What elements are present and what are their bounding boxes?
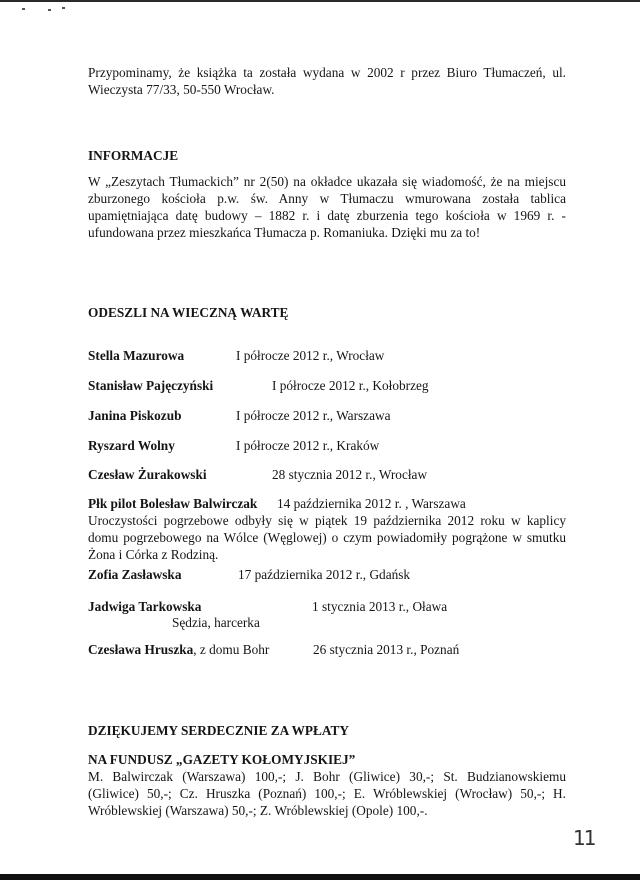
donations-heading: DZIĘKUJEMY SERDECZNIE ZA WPŁATY [88, 723, 349, 738]
scan-speck [22, 8, 25, 10]
info-heading: INFORMACJE [88, 148, 179, 163]
info-paragraph: W „Zeszytach Tłumackich” nr 2(50) na okładce ukazała się wiadomość, że na miejscu zburzonego kościoła p.w. św. Anny w Tłumaczu wmurowana została tablica upamiętniająca datę budowy – 1882 r. i datę zburzenia tego kościoła w 1969 r. - ufundowana przez mieszkańca Tłumacza p. Romaniuka. Dzięki mu za to! [88, 174, 566, 240]
reminder-paragraph: Przypominamy, że książka ta została wydana w 2002 r przez Biuro Tłumaczeń, ul. Wieczysta 77/33, 50-550 Wrocław. [88, 65, 566, 97]
obituary-role: Sędzia, harcerka [172, 615, 260, 630]
obituary-name: Jadwiga Tarkowska [88, 599, 202, 614]
obituary-name-suffix: , z domu Bohr [193, 642, 270, 657]
obituary-name: Płk pilot Bolesław Balwirczak [88, 496, 258, 511]
scan-speck [62, 7, 65, 9]
obituary-name: Stella Mazurowa [88, 348, 185, 363]
obituary-detail: I półrocze 2012 r., Kraków [236, 438, 380, 453]
obituary-name: Czesław Żurakowski [88, 467, 207, 482]
fund-heading: NA FUNDUSZ „GAZETY KOŁOMYJSKIEJ” [88, 752, 356, 767]
obituary-detail: I półrocze 2012 r., Warszawa [236, 408, 391, 423]
obituary-detail: I półrocze 2012 r., Kołobrzeg [272, 378, 429, 393]
obituary-detail: 14 października 2012 r. , Warszawa [277, 496, 466, 511]
donations-paragraph: M. Balwirczak (Warszawa) 100,-; J. Bohr (Gliwice) 30,-; St. Budzianowskiemu (Gliwice) 50,-; Cz. Hruszka (Poznań) 100,-; E. Wróblewskiej (Wrocław) 50,-; H. Wróblewskiej (Warszawa) 50,-; Z. Wróblewskiej (Opole) 100,-. [88, 769, 566, 818]
obituaries-heading: ODESZLI NA WIECZNĄ WARTĘ [88, 305, 289, 320]
scan-edge-bottom [0, 874, 640, 880]
obituary-name: Ryszard Wolny [88, 438, 175, 453]
funeral-note: Uroczystości pogrzebowe odbyły się w piątek 19 października 2012 roku w kaplicy domu pogrzebowego na Wólce (Węglowej) o czym powiadomiły pogrążone w smutku Żona i Córka z Rodziną. [88, 513, 566, 562]
obituary-name: Czesława Hruszka [88, 642, 194, 657]
obituary-name: Stanisław Pajęczyński [88, 378, 214, 393]
obituary-detail: 28 stycznia 2012 r., Wrocław [272, 467, 428, 482]
obituary-name: Zofia Zasławska [88, 567, 182, 582]
page-number: 11 [573, 826, 595, 850]
scan-speck [48, 9, 51, 11]
obituary-detail: 26 stycznia 2013 r., Poznań [313, 642, 460, 657]
obituary-name-line [88, 641, 269, 658]
obituary-name: Janina Piskozub [88, 408, 182, 423]
obituary-detail: 1 stycznia 2013 r., Oława [312, 599, 448, 614]
obituary-detail: 17 października 2012 r., Gdańsk [238, 567, 411, 582]
scan-edge-top [0, 0, 640, 2]
obituary-detail: I półrocze 2012 r., Wrocław [236, 348, 385, 363]
